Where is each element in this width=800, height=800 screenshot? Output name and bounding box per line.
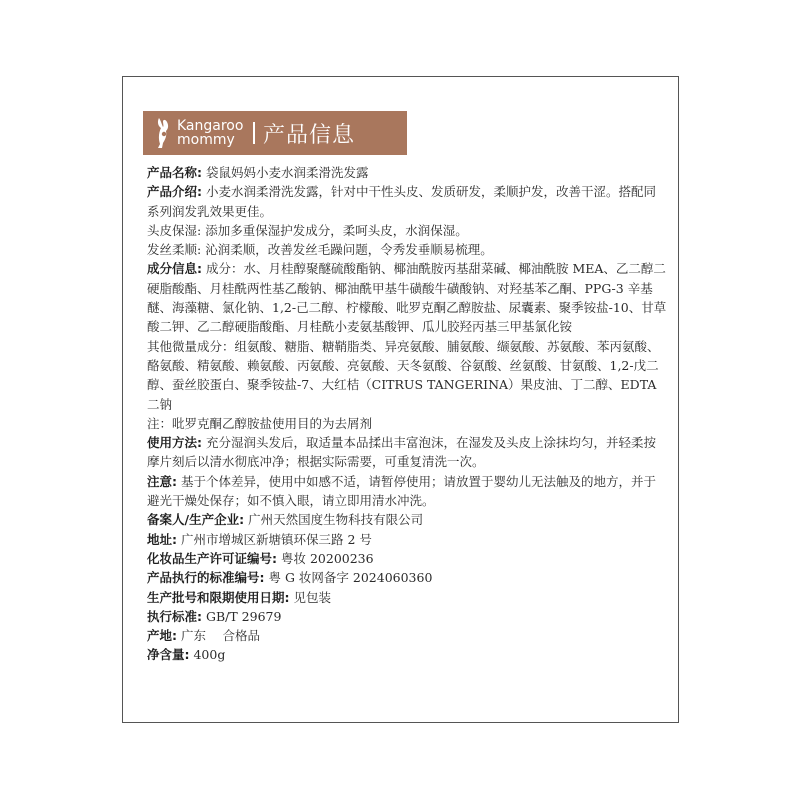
logo-line-1: Kangaroo <box>177 118 244 134</box>
product-name-value: 袋鼠妈妈小麦水润柔滑洗发露 <box>205 165 369 180</box>
license-value: 粤妆 20200236 <box>280 550 374 566</box>
product-intro-row <box>147 182 667 221</box>
net-content-label: 净含量: <box>147 647 190 663</box>
batch-row <box>147 588 667 607</box>
caution-row <box>147 472 667 511</box>
address-row <box>147 530 667 549</box>
usage-label: 使用方法: <box>147 435 202 451</box>
batch-label: 生产批号和限期使用日期: <box>147 589 290 605</box>
caution-value: 基于个体差异，使用中如感不适，请暂停使用；请放置于婴幼儿无法触及的地方，并于避光干燥处保存；如不慎入眼，请立即用清水冲洗。 <box>147 473 656 509</box>
filer-row <box>147 510 667 529</box>
exec-standard-row <box>147 607 667 626</box>
product-name-row <box>147 163 667 182</box>
note-row: 注：吡罗克酮乙醇胺盐使用目的为去屑剂 <box>147 415 373 431</box>
brand-logo-text <box>177 119 243 147</box>
origin-row <box>147 626 667 645</box>
caution-label: 注意: <box>147 473 177 489</box>
scalp-moisture-value: 添加多重保湿护发成分，柔呵头皮，水润保湿。 <box>205 222 468 238</box>
net-content-row <box>147 645 667 664</box>
hair-smooth-label: 发丝柔顺: <box>147 242 202 258</box>
hair-smooth-value: 沁润柔顺，改善发丝毛躁问题，令秀发垂顺易梳理。 <box>205 242 493 258</box>
scalp-moisture-label: 头皮保湿: <box>147 222 202 238</box>
banner-divider <box>253 122 255 144</box>
standard-number-row <box>147 568 667 587</box>
usage-value: 充分湿润头发后，取适量本品揉出丰富泡沫，在湿发及头皮上涂抹均匀，并轻柔按摩片刻后以清水彻底冲净；根据实际需要，可重复清洗一次。 <box>147 435 656 470</box>
address-label: 地址: <box>147 531 177 547</box>
usage-row <box>147 433 667 472</box>
product-intro-label: 产品介绍: <box>147 184 202 200</box>
product-name-label: 产品名称: <box>147 165 202 180</box>
origin-value: 广东 合格品 <box>180 628 260 644</box>
exec-standard-value: GB/T 29679 <box>205 608 282 624</box>
ingredients-label: 成分信息: <box>147 261 202 277</box>
address-value: 广州市增城区新塘镇环保三路 2 号 <box>180 531 372 547</box>
product-intro-value: 小麦水润柔滑洗发露，针对中干性头皮、发质研发，柔顺护发，改善干涩。搭配同系列润发乳效果更佳。 <box>147 184 656 219</box>
trace-ingredients-row: 其他微量成分：组氨酸、糖脂、糖鞘脂类、异亮氨酸、脯氨酸、缬氨酸、苏氨酸、苯丙氨酸、酪氨酸、精氨酸、赖氨酸、丙氨酸、亮氨酸、天冬氨酸、谷氨酸、丝氨酸、甘氨酸、1,2-戊二醇、蚕丝胶蛋白、聚季铵盐-7、大红桔（CITRUS TANGERINA）果皮油、丁二醇、EDTA 二钠 <box>147 338 660 412</box>
filer-value: 广州天然国度生物科技有限公司 <box>248 512 424 528</box>
origin-label: 产地: <box>147 628 177 644</box>
product-info-text <box>147 163 667 665</box>
logo-line-2: mommy <box>177 132 235 148</box>
standard-number-value: 粤 G 妆网备字 2024060360 <box>268 570 433 586</box>
net-content-value: 400g <box>193 647 226 663</box>
hair-smooth-row <box>147 240 667 259</box>
filer-label: 备案人/生产企业: <box>147 512 245 528</box>
standard-number-label: 产品执行的标准编号: <box>147 570 265 586</box>
license-label: 化妆品生产许可证编号: <box>147 550 277 566</box>
product-info-card <box>122 76 679 723</box>
ingredients-row <box>147 259 667 336</box>
brand-banner <box>143 111 407 155</box>
ingredients-value: 成分：水、月桂醇聚醚硫酸酯钠、椰油酰胺丙基甜菜碱、椰油酰胺 MEA、乙二醇二硬脂酸酯、月桂酰两性基乙酸钠、椰油酰甲基牛磺酸牛磺酸钠、对羟基苯乙酮、PPG-3 辛基醚、海藻糖、氯化钠、1,2-己二醇、柠檬酸、吡罗克酮乙醇胺盐、尿囊素、聚季铵盐-10、甘草酸二钾、乙二醇硬脂酸酯、月桂酰小麦氨基酸钾、瓜儿胶羟丙基三甲基氯化铵 <box>147 261 667 335</box>
batch-value: 见包装 <box>293 589 331 605</box>
exec-standard-label: 执行标准: <box>147 608 202 624</box>
section-title: 产品信息 <box>262 122 355 148</box>
kangaroo-logo-icon <box>151 115 175 151</box>
license-row <box>147 549 667 568</box>
scalp-moisture-row <box>147 221 667 240</box>
